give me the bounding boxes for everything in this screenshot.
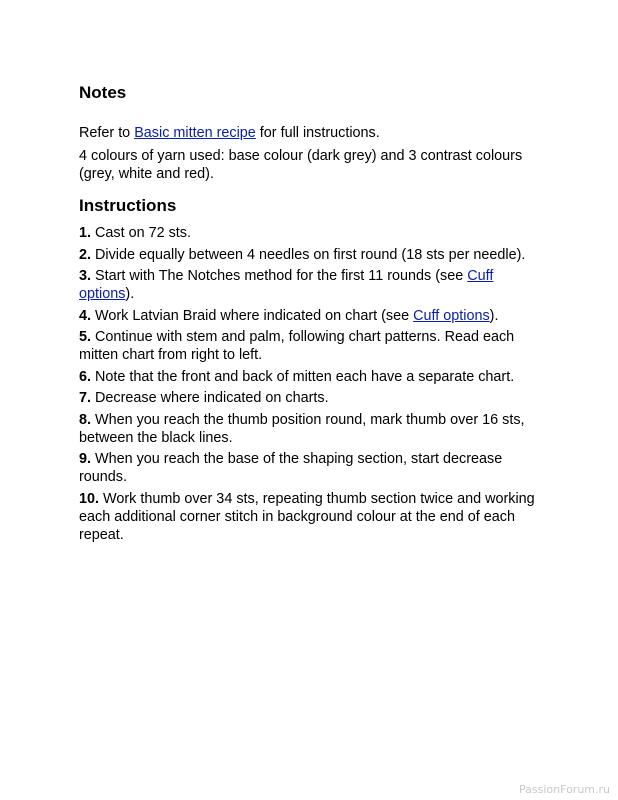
step-number: 4. [79,307,92,324]
step-3 [79,267,549,303]
notes-yarn-colours: 4 colours of yarn used: base colour (dark grey) and 3 contrast colours (grey, white and red). [79,148,523,182]
step-text: Divide equally between 4 needles on first round (18 sts per needle). [91,246,526,263]
step-text: Continue with stem and palm, following chart patterns. Read each mitten chart from right to left. [79,329,515,363]
step-9 [79,450,549,486]
step-number: 9. [79,451,92,467]
step-text-end: ). [125,286,135,302]
step-text: Decrease where indicated on charts. [91,390,329,406]
notes-heading: Notes [79,83,127,102]
notes-reference-suffix: for full instructions. [255,125,380,141]
step-text: Cast on 72 sts. [91,225,191,241]
step-text: When you reach the base of the shaping section, start decrease rounds. [79,451,503,485]
step-text: When you reach the thumb position round, mark thumb over 16 sts, between the black lines. [79,411,525,446]
step-text: Work Latvian Braid where indicated on chart (see [91,307,414,324]
step-number: 1. [79,225,92,241]
step-number: 8. [79,411,92,428]
step-text: Work thumb over 34 sts, repeating thumb section twice and working each additional corner stitch in background colour at the end of each repeat. [79,490,535,543]
step-2 [79,246,549,264]
step-5 [79,328,549,364]
cuff-options-link[interactable]: Cuff options [79,268,494,302]
step-text: Note that the front and back of mitten each have a separate chart. [91,368,515,385]
step-6 [79,368,549,386]
step-number: 10. [79,490,100,507]
notes-reference [79,124,549,142]
step-number: 2. [79,246,92,263]
step-1 [79,224,549,242]
basic-mitten-recipe-link[interactable]: Basic mitten recipe [134,125,256,141]
step-8 [79,411,549,447]
step-number: 3. [79,268,92,284]
step-text-end: ). [489,307,499,324]
instructions-heading: Instructions [79,196,177,215]
step-7 [79,389,549,407]
step-number: 6. [79,368,92,385]
cuff-options-link[interactable]: Cuff options [413,307,490,324]
step-text: Start with The Notches method for the first 11 rounds (see [91,268,468,284]
instructions-list [79,224,549,547]
step-number: 5. [79,329,92,345]
step-number: 7. [79,390,92,406]
notes-reference-prefix: Refer to [79,125,135,141]
step-4 [79,307,549,325]
step-10 [79,490,549,544]
watermark: PassionForum.ru [519,783,610,796]
